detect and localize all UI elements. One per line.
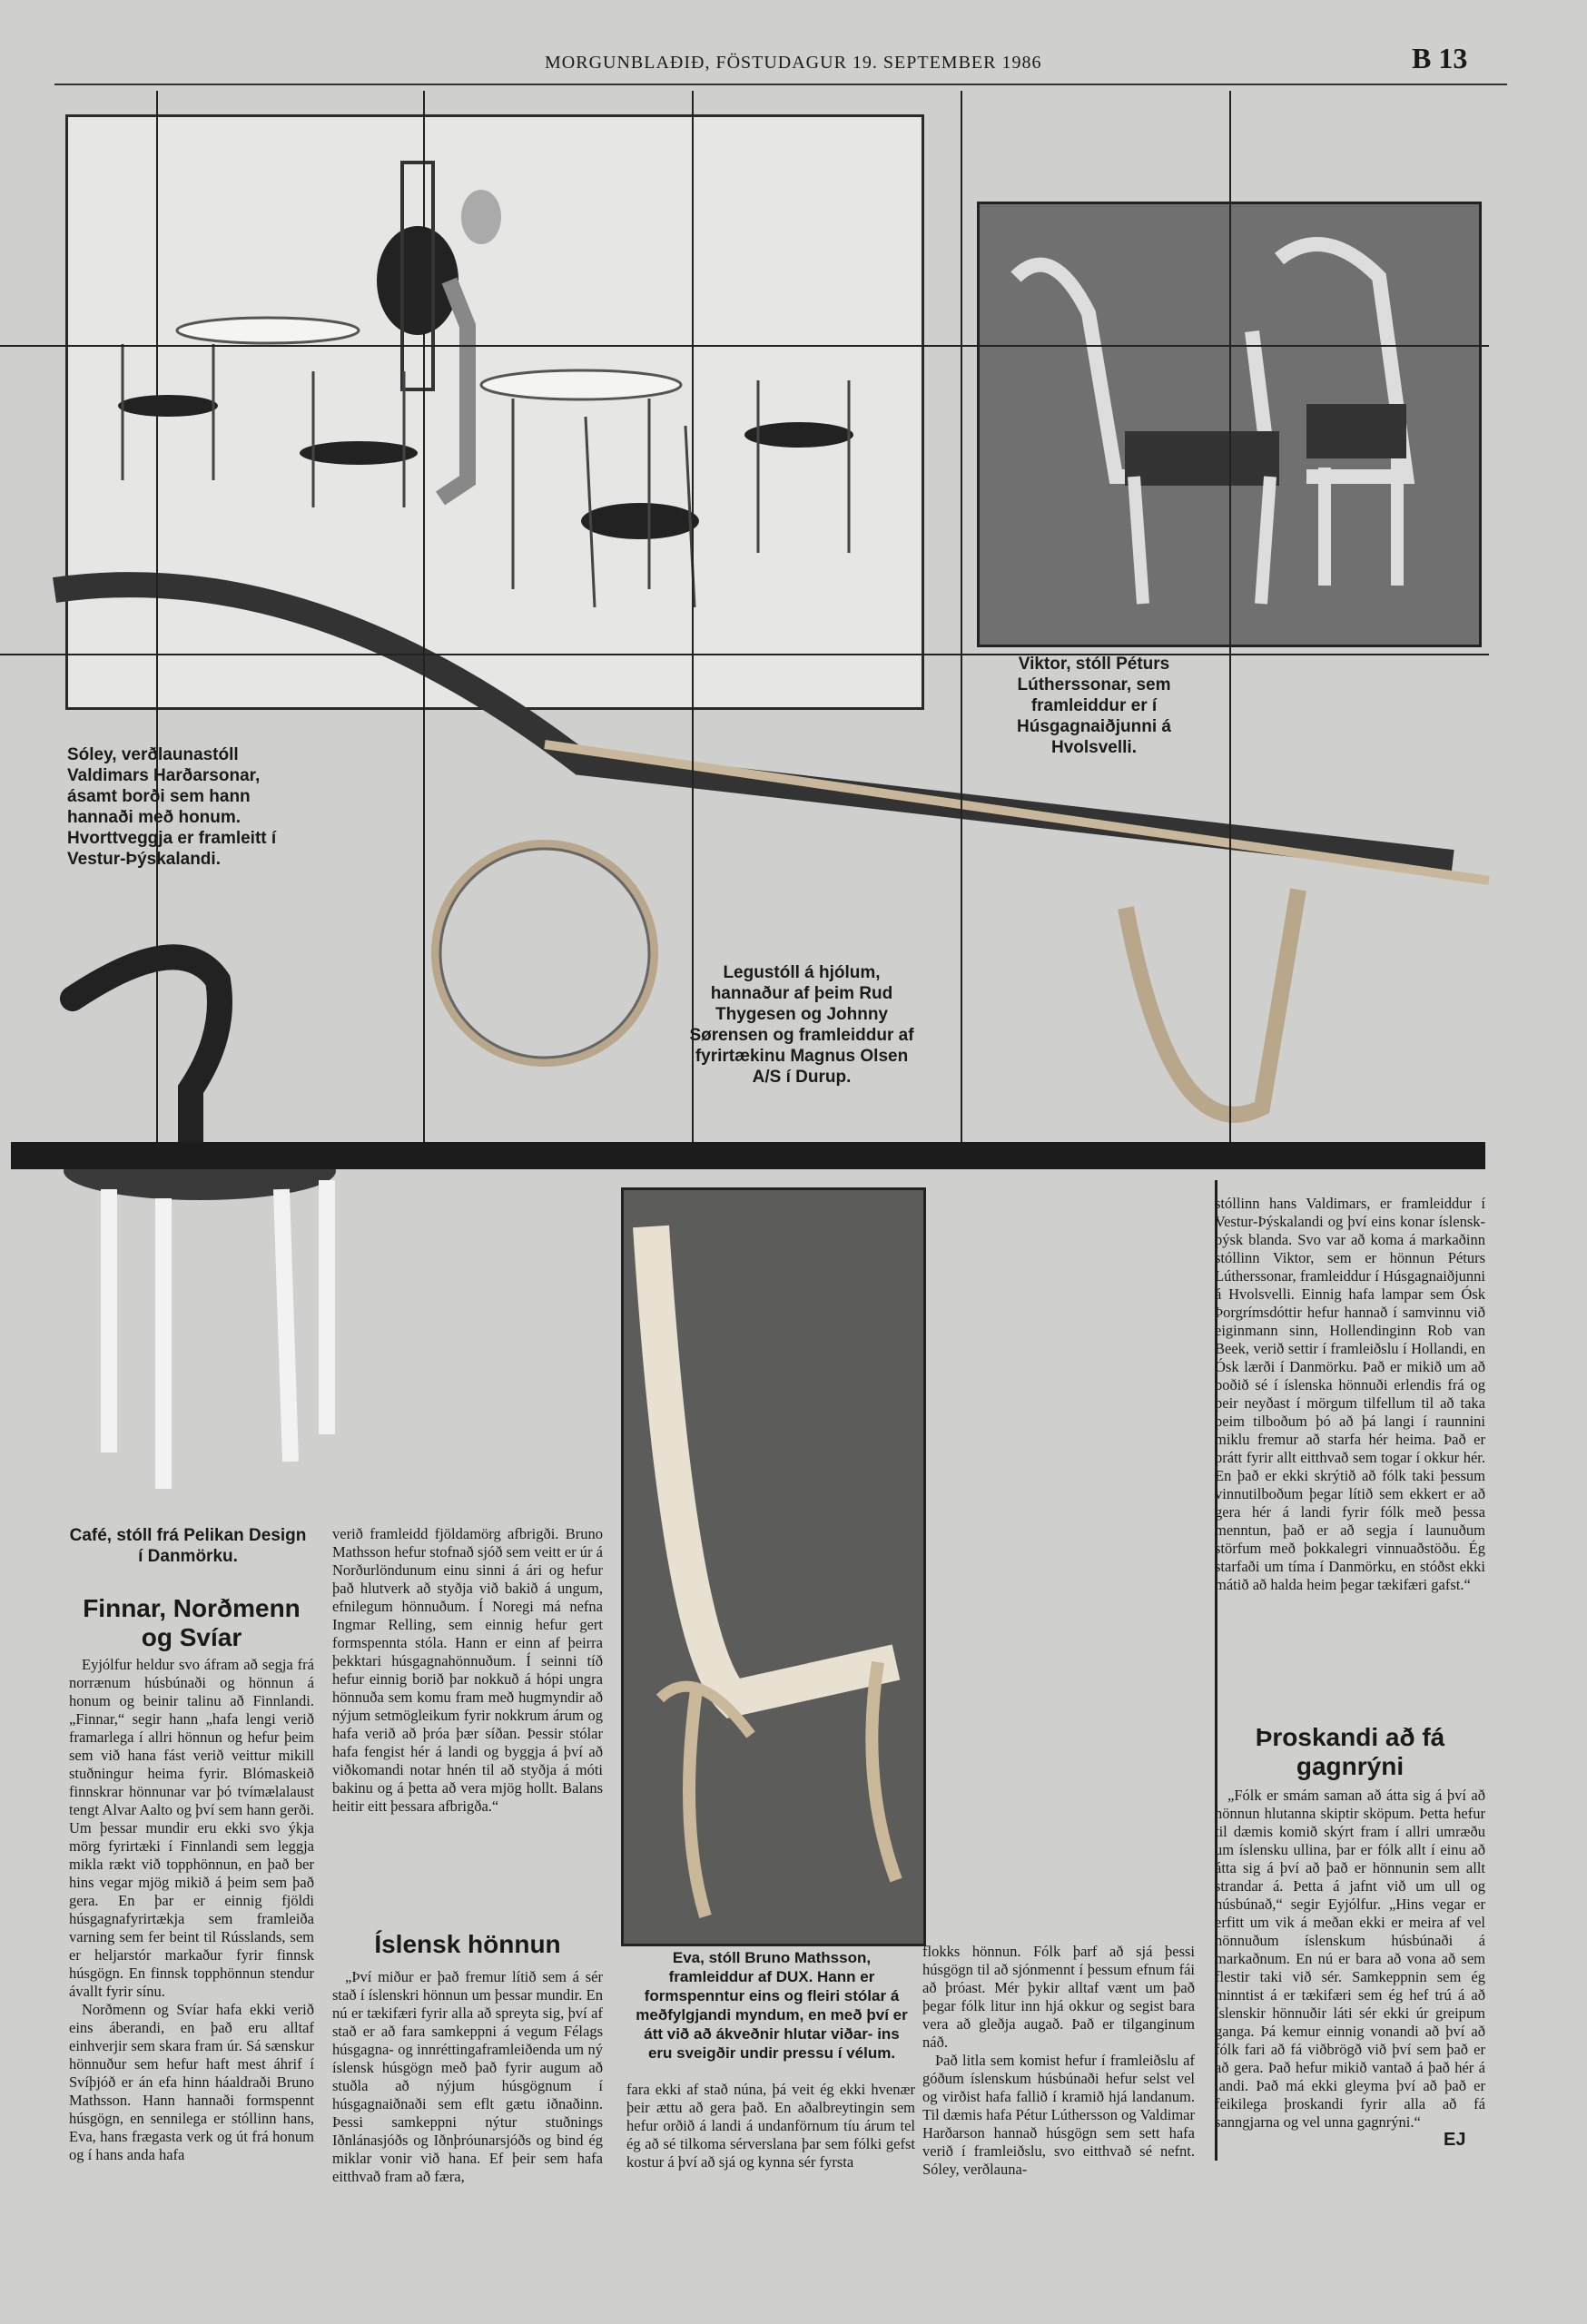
text-column-4	[922, 1943, 1195, 2179]
caption-eva: Eva, stóll Bruno Mathsson, framleiddur af DUX. Hann er formspenntur eins og fleiri stólar á meðfylgjandi myndum, en með því er átt við að ákveðnir hlutar viðar- ins eru sveigðir undir pressu í vélum.	[636, 1949, 908, 2062]
paragraph: flokks hönnun. Fólk þarf að sjá þessi húsgögn til að sjónmennt í þessum efnum fái að þróast. Mér þykir alltaf vænt um það þegar fólk litur inn hjá okkur og segist bara vera að gleðja augað. Það er tilganginum náð.	[922, 1943, 1195, 2051]
section-band	[11, 1142, 1485, 1169]
caption-cafe: Café, stóll frá Pelikan Design í Danmörku.	[69, 1526, 307, 1566]
header-rule	[54, 84, 1507, 85]
photo-eva	[621, 1187, 926, 1946]
text-column-5b	[1215, 1787, 1485, 2132]
paragraph: stóllinn hans Valdimars, er framleiddur í Vestur-Þýskalandi og því eins konar íslensk-þýsk blanda. Svo var að koma á markaðinn stóllinn Viktor, sem er hönnun Péturs Lútherssonar, framleiddur í Húsgagnaiðjunni á Hvolsvelli. Einnig hafa lampar sem Ósk Þorgrímsdóttir hefur hannað í samvinnu við eiginmann sinn, Hollendinginn Rob van Beek, verið settir í framleiðslu í Hollandi, en Ósk lærði í Danmörku. Það er mikið um að boðið sé í íslenska hönnuði erlendis frá og þeir neyðast í mörgum tilfellum til að taka þeim tilboðum þó að þá langi í raunnini miklu fremur að starfa hér heima. Það er þrátt fyrir allt eitthvað sem togar í okkur hér. En það er ekki skrýtið að fólk taki þessum vinnutilboðum þegar lítið sem ekkert er að gera hér á landi fyrir fólk með þessa menntun, það er að segja í launuðum störfum með þokkalegri vinnuaðstöðu. Ég starfaði um tíma í Danmörku, en stóðst ekki mátið að halda heim þegar tækifæri gafst.“	[1215, 1195, 1485, 1593]
text-column-2b	[332, 1968, 603, 2186]
caption-soley: Sóley, verðlaunastóll Valdimars Harðarsonar, ásamt borði sem hann hannaði með honum. Hvorttveggja er framleitt í Vestur-Þýskalandi.	[67, 745, 277, 869]
grid-line-v2	[423, 91, 425, 1144]
paragraph: „Því miður er það fremur lítið sem á sér stað í íslenskri hönnun um þessar mundir. En nú er tækifæri fyrir alla að spreyta sig, því af stað er að fara samkeppni á vegum Félags húsgagna- og innréttingaframleiðenda um ný íslensk húsgögn með það fyrir augum að stuðla að nýjum húsgögnum í húsgagnaiðnaði sem eflt gætu iðnaðinn. Þessi samkeppni nýtur stuðnings Iðnlánasjóðs og Iðnþróunarsjóðs og bind ég miklar vonir við hana. Ef þeir sem hafa eitthvað fram að færa,	[332, 1968, 603, 2185]
grid-line-h1	[0, 345, 1489, 347]
paragraph: „Fólk er smám saman að átta sig á því að hönnun hlutanna skiptir sköpum. Þetta hefur til dæmis komið skýrt fram í allri umræðu um íslensku ullina, þar er fólk allt í einu að átta sig á því að það er hönnunin sem allt strandar á. Þetta á jafnt við um ull og húsbúnað,“ segir Eyjólfur. „Hins vegar er erfitt um vik á meðan ekki er meira af vel hönnuðum íslenskum húsbúnaði á markaðnum. En nú er bara að vona að sem flestir taki við sér. Samkeppnin sem ég minntist á er tækifæri sem ég hef trú á að íslenskir hönnuðir láti sér ekki úr greipum ganga. Þá kemur einnig vonandi að því að fólk fari að fá viðbrögð við því sem það er að gera. Það hefur mikið vantað á það hér á landi. Það má ekki gleyma því að það er feikilega þroskandi fyrir alla að fá sanngjarna og vel unna gagnrýni.“	[1215, 1787, 1485, 2131]
eva-chair-illustration	[624, 1190, 923, 1944]
heading-finnar: Finnar, Norðmenn og Svíar	[83, 1594, 301, 1651]
paragraph: fara ekki af stað núna, þá veit ég ekki hvenær þeir ættu að gera það. En aðalbreytingin sem hefur orðið á landi á undanförnum tíu árum tel ég að sé tilkoma sérverslana þar sem fólki gefst kostur á því að sjá og kynna sér fyrsta	[626, 2081, 915, 2171]
text-column-3	[626, 2081, 915, 2171]
grid-line-h2	[0, 654, 1489, 655]
text-column-2	[332, 1525, 603, 1816]
grid-line-v4	[961, 91, 962, 1144]
cafe-chair-illustration	[36, 926, 418, 1507]
caption-legustoll: Legustóll á hjólum, hannaður af þeim Rud Thygesen og Johnny Sørensen og framleiddur af fyrirtækinu Magnus Olsen A/S í Durup.	[689, 963, 914, 1087]
text-column-1	[69, 1656, 314, 2164]
author-signature: EJ	[1444, 2130, 1466, 2150]
paragraph: Það litla sem komist hefur í framleiðslu af góðum íslenskum húsbúnaði hefur selst vel og virðist hafa fallið í kramið hjá landanum. Til dæmis hafa Pétur Lúthersson og Valdimar Harðarson hannað húsgögn sem sett hafa verið í framleiðslu, svo eitthvað sé nefnt. Sóley, verðlauna-	[922, 2052, 1195, 2178]
grid-line-v1	[156, 91, 158, 1144]
grid-line-v5	[1229, 91, 1231, 1144]
heading-throskandi: Þroskandi að fá gagnrýni	[1255, 1723, 1445, 1780]
page-number: B 13	[1412, 42, 1468, 74]
paragraph: verið framleidd fjöldamörg afbrigði. Bruno Mathsson hefur stofnað sjóð sem veitt er úr á Norðurlöndunum einu sinni á ári og hefur það hlutverk að styðja við bakið á ungum, efnilegum hönnuðum. Í Noregi má nefna Ingmar Relling, sem einnig hefur gert formspennta stóla. Hann er einn af þeirra þekktari húsgagnahönnuðum. Í seinni tíð hefur einnig borið þar nokkuð á hópi ungra hönnuða sem komu fram með hugmyndir að nýjum setmögleikum fyrir nokkrum árum og hafa verið að þróa þær síðan. Þessir stólar hafa fengist hér á landi og byggja á því að viðkomandi notar hnén til að styðja á móti bakinu og á þetta að vera mjög hollt. Balans heitir eitt þessara afbrigða.“	[332, 1525, 603, 1815]
text-column-5	[1215, 1195, 1485, 1594]
caption-viktor: Viktor, stóll Péturs Lútherssonar, sem framleiddur er í Húsgagnaiðjunni á Hvolsvelli.	[1017, 655, 1171, 757]
paragraph: Norðmenn og Svíar hafa ekki verið eins áberandi, en það eru alltaf einhverjir sem skara fram úr. Sá sænskur hönnuður sem hefur haft mest áhrif í Svíþjóð er án efa hinn háaldraði Bruno Mathsson. Hann hannaði formspennt húsgögn, en sennilega er stóllinn hans, Eva, hans frægasta verk og út frá honum og í hans anda hafa	[69, 2001, 314, 2163]
masthead: MORGUNBLAÐIÐ, FÖSTUDAGUR 19. SEPTEMBER 1986	[545, 53, 1042, 73]
paragraph: Eyjólfur heldur svo áfram að segja frá norrænum húsbúnaði og hönnun á honum og beinir talinu að Finnlandi. „Finnar,“ segir hann „hafa lengi verið framarlega í allri hönnun og hefur þeim sem við hana fást verið veittur mikill stuðningur heima fyrir. Blómaskeið finnskrar hönnunar var þó tvímælalaust tengt Alvar Aalto og því sem hann gerði. Um þessar mundir eru ekki svo ýkja mörg fyrirtæki í Finnlandi sem leggja mikla rækt við topphönnun, en það ber hins vegar mjög mikið á þeim sem það gera. En þar er einnig fjöldi húsgagnafyrirtækja sem framleiða varning sem fer beint til Rússlands, sem er heljarstór markaður fyrir finnsk húsgögn. En finnsk topphönnun stendur ávallt fyrir sínu.	[69, 1656, 314, 2000]
heading-islensk: Íslensk hönnun	[374, 1930, 561, 1958]
